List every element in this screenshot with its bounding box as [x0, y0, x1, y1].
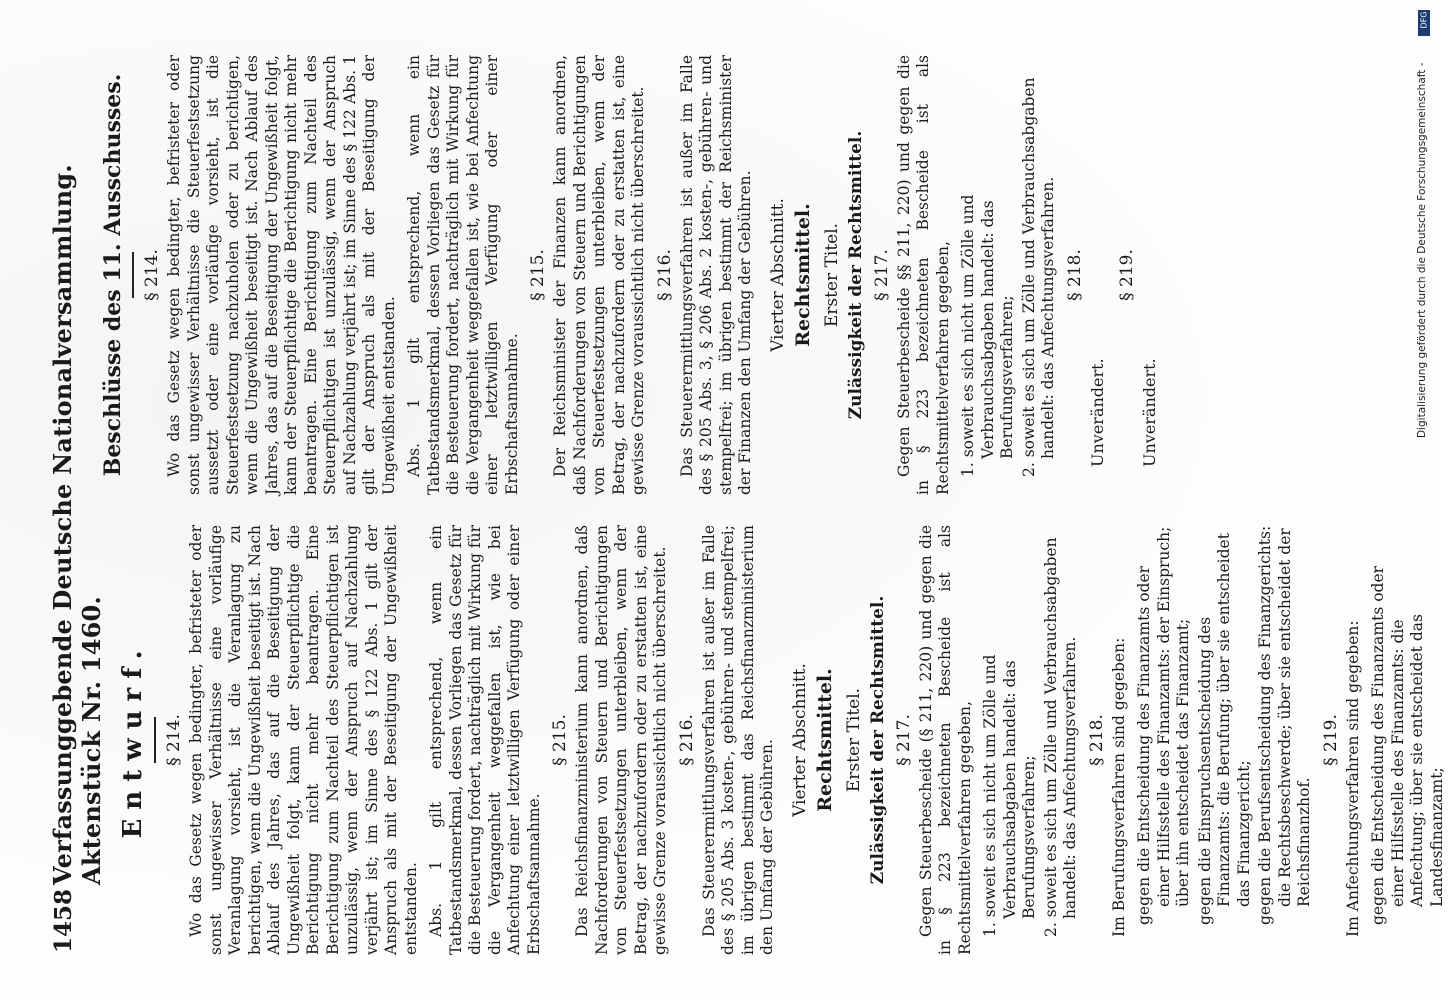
- paragraph: Gegen Steuerbescheide §§ 211, 220) und gegen die in § 223 bezeichneten Bescheide ist als Rechtsmittelverfahren gegeben,: [894, 55, 952, 495]
- digitization-note: [1412, 8, 1432, 438]
- section-214: [164, 525, 544, 955]
- section-219: [1117, 55, 1159, 495]
- page-number: 1458: [50, 888, 77, 953]
- paragraph: Im Anfechtungsverfahren sind gegeben:: [1343, 620, 1362, 937]
- section-mark: § 217.: [893, 714, 914, 766]
- titel-name: Zulässigkeit der Rechtsmittel.: [867, 595, 888, 885]
- section-216: [677, 525, 778, 955]
- section-216: [655, 55, 756, 495]
- section-217: [872, 55, 1059, 495]
- section-215: [528, 55, 649, 495]
- heading-rule: [154, 717, 156, 763]
- paragraph: Das Steuerermittlungsverfahren ist außer im Falle des § 205 Abs. 3 kosten-, gebühren- und stempelfrei; im übrigen bestimmt das Reichsfinanzministerium den Umfang der Gebühren.: [699, 525, 776, 955]
- section-214: [142, 55, 522, 495]
- list-item: 2. soweit es sich um Zölle und Verbrauchsabgaben handelt: das Anfechtungsverfahren.: [1019, 77, 1057, 477]
- titel-name: Zulässigkeit der Rechtsmittel.: [845, 130, 866, 420]
- abschnitt-heading: Vierter Abschnitt.: [767, 198, 788, 352]
- section-mark: § 216.: [654, 249, 675, 301]
- section-218: [1065, 55, 1107, 495]
- abschnitt-title: Rechtsmittel.: [813, 668, 836, 812]
- list-item: gegen die Einspruchsentscheidung des Finanzamts: die Berufung; über sie entscheidet das Finanzgericht;: [1195, 533, 1253, 925]
- section-mark: § 218.: [1064, 249, 1085, 301]
- list-item: 1. soweit es sich nicht um Zölle und Verbrauchsabgaben handelt: das Berufungsverfahren;: [959, 194, 1016, 477]
- paragraph: Im Berufungsverfahren sind gegeben:: [1109, 637, 1128, 937]
- digitization-note-text: Digitalisierung gefördert durch die Deutsche Forschungsgemeinschaft -: [1416, 62, 1428, 438]
- page-header: [40, 30, 106, 975]
- section-mark: § 217.: [871, 249, 892, 301]
- column-heading-entwurf: Entwurf.: [118, 641, 148, 839]
- column-beschluesse: [100, 55, 1169, 495]
- column-entwurf: [118, 525, 1449, 955]
- list-item: gegen die Berufsentscheidung des Finanzgerichts: die Rechtsbeschwerde; über sie entscheidet der Reichsfinanzhof.: [1256, 525, 1313, 925]
- section-mark: § 218.: [1086, 714, 1107, 766]
- unchanged-note: Unverändert.: [1087, 358, 1107, 467]
- section-mark: § 216.: [676, 714, 697, 766]
- section-mark: § 219.: [1320, 714, 1341, 766]
- section-mark: § 214.: [164, 714, 184, 766]
- section-219: [1321, 525, 1448, 955]
- section-218: [1087, 525, 1315, 955]
- paragraph: Wo das Gesetz wegen bedingter, befristeter oder sonst ungewisser Verhältnisse eine vorläufige Veranlagung vorsieht, ist die Veranlagung zu berichtigen, wenn die Ungewißheit beseitigt ist. Nach Ablauf des Jahres, das auf die Beseitigung der Ungewißheit folgt, kann der Steuerpflichtige die Berichtigung nicht mehr beantragen. Eine Berichtigung zum Nachteil des Steuerpflichtigen ist unzulässig, wenn der Anspruch auf Nachzahlung verjährt ist; im Sinne des § 122 Abs. 1 gilt der Anspruch als mit der Beseitigung der Ungewißheit entstanden.: [187, 525, 420, 955]
- list-item: 2. soweit es sich um Zölle und Verbrauchsabgaben handelt: das Anfechtungsverfahren.: [1041, 537, 1079, 937]
- running-title: Verfassunggebende Deutsche Nationalversammlung. Aktenstück Nr. 1460.: [48, 164, 106, 885]
- paragraph: Der Reichsminister der Finanzen kann anordnen, daß Nachforderungen von Steuern und Berichtigungen von Steuerfestsetzungen unterbleiben, wenn der Betrag, der nachzufordern oder zu erstatten ist, eine gewisse Grenze voraussichtlich nicht überschreitet.: [551, 55, 647, 495]
- section-mark: § 219.: [1116, 249, 1137, 301]
- list-item: 1. soweit es sich nicht um Zölle und Verbrauchsabgaben handelt: das Berufungsverfahren;: [981, 654, 1038, 937]
- section-mark: § 215.: [550, 714, 570, 766]
- paragraph: Wo das Gesetz wegen bedingter, befristeter oder sonst ungewisser Verhältnisse die Steuerfestsetzung aussetzt oder eine vorläufige vorsieht, ist die Steuerfestsetzung nachzuholen oder zu berichtigen, wenn die Ungewißheit beseitigt ist. Nach Ablauf des Jahres, das auf die Beseitigung der Ungewißheit folgt, kann der Steuerpflichtige die Berichtigung nicht mehr beantragen. Eine Berichtigung zum Nachteil des Steuerpflichtigen ist unzulässig, wenn der Anspruch auf Nachzahlung verjährt ist; im Sinne des § 122 Abs. 1 gilt der Anspruch als mit der Beseitigung der Ungewißheit entstanden.: [165, 55, 398, 495]
- unchanged-note: Unverändert.: [1139, 358, 1159, 467]
- dfg-logo-text: DFG: [1419, 11, 1429, 29]
- list-item: gegen die Entscheidung des Finanzamts oder einer Hilfsstelle des Finanzamts: die Anfechtung; über sie entscheidet das Landesfinanzamt;: [1369, 565, 1446, 925]
- section-217: [894, 525, 1081, 955]
- section-215: [550, 525, 671, 955]
- titel-heading: Erster Titel.: [843, 687, 864, 793]
- abschnitt-heading: Vierter Abschnitt.: [789, 663, 810, 817]
- section-mark: § 214.: [142, 249, 162, 301]
- section-mark: § 215.: [528, 249, 548, 301]
- list-item: gegen die Entscheidung des Finanzamts oder einer Hilfsstelle des Finanzamts: der Einspruch; über ihn entscheidet das Finanzamt;: [1135, 526, 1192, 925]
- column-heading-beschluesse: Beschlüsse des 11. Ausschusses.: [100, 73, 126, 477]
- abschnitt-title: Rechtsmittel.: [791, 203, 814, 347]
- titel-heading: Erster Titel.: [821, 222, 842, 328]
- paragraph: Abs. 1 gilt entsprechend, wenn ein Tatbestandsmerkmal, dessen Vorliegen das Gesetz für die Besteuerung fordert, nachträglich mit Wirkung für die Vergangenheit weggefallen ist, wie bei Anfechtung einer letztwilligen Verfügung oder einer Erbschaftsannahme.: [427, 525, 543, 955]
- paragraph: Gegen Steuerbescheide (§ 211, 220) und gegen die in § 223 bezeichneten Bescheide ist als Rechtsmittelverfahren gegeben,: [916, 525, 974, 955]
- paragraph: Das Reichsfinanzministerium kann anordnen, daß Nachforderungen von Steuern und Berichtigungen von Steuerfestsetzungen unterbleiben, wenn der Betrag, der nachzufordern oder zu erstatten ist, eine gewisse Grenze voraussichtlich nicht überschreitet.: [573, 525, 669, 955]
- heading-rule: [132, 252, 134, 298]
- paragraph: Abs. 1 gilt entsprechend, wenn ein Tatbestandsmerkmal, dessen Vorliegen das Gesetz für die Besteuerung fordert, nachträglich mit Wirkung für die Vergangenheit weggefallen ist, wie bei Anfechtung einer letztwilligen Verfügung oder einer Erbschaftsannahme.: [405, 55, 521, 495]
- paragraph: Das Steuerermittlungsverfahren ist außer im Falle des § 205 Abs. 3, § 206 Abs. 2 kosten-, gebühren- und stempelfrei; im übrigen bestimmt der Reichsminister der Finanzen den Umfang der Gebühren.: [677, 55, 754, 495]
